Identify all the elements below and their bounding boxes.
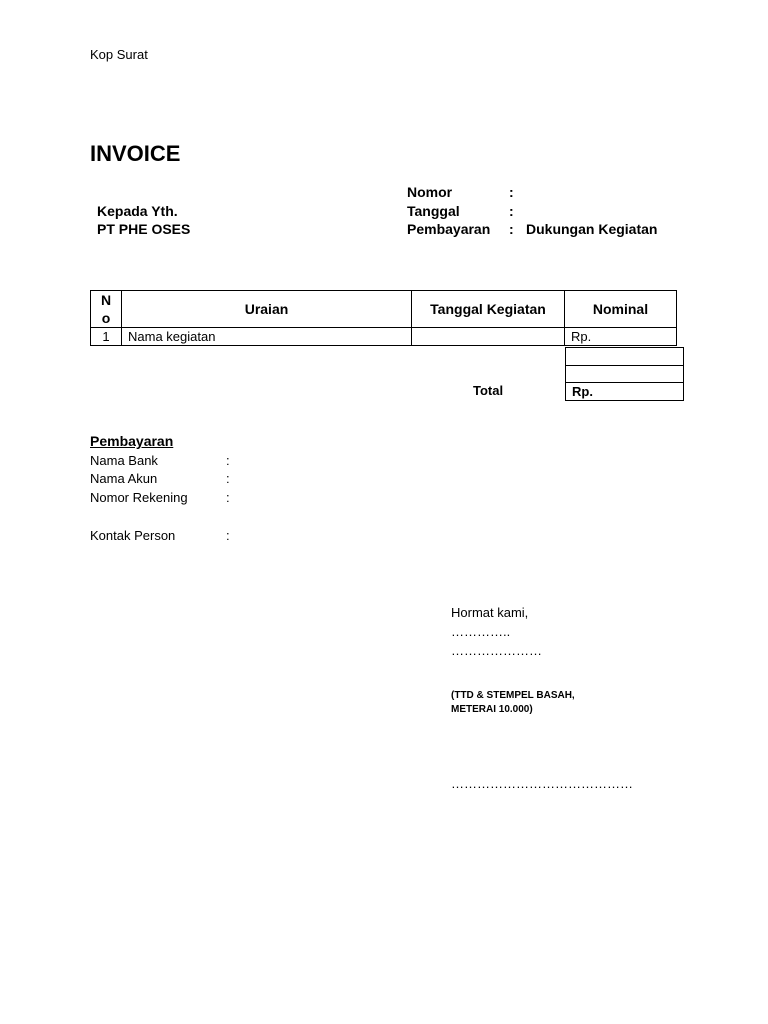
signature-dots-2: ………………… — [451, 643, 542, 658]
nomor-colon: : — [509, 184, 514, 200]
bank-label: Nama Bank — [90, 453, 158, 468]
items-table — [90, 290, 677, 346]
page-title: INVOICE — [90, 141, 181, 166]
akun-colon: : — [226, 471, 230, 486]
signature-note-line1: (TTD & STEMPEL BASAH, — [451, 690, 575, 701]
column-header-uraian: Uraian — [122, 291, 412, 328]
recipient-name: PT PHE OSES — [97, 221, 191, 237]
total-label: Total — [473, 383, 504, 398]
closing-text: Hormat kami, — [451, 605, 529, 620]
kontak-colon: : — [226, 528, 230, 543]
payment-heading: Pembayaran — [90, 433, 174, 449]
rekening-colon: : — [226, 490, 230, 505]
bank-colon: : — [226, 453, 230, 468]
pembayaran-colon: : — [509, 221, 514, 237]
pembayaran-value: Dukungan Kegiatan — [526, 221, 658, 237]
column-header-nominal: Nominal — [565, 291, 677, 328]
table-row — [91, 328, 677, 346]
total-value-box — [565, 383, 684, 401]
signature-line: …………………………………… — [451, 776, 633, 791]
row-nominal: Rp. — [565, 328, 677, 346]
column-header-tanggal: Tanggal Kegiatan — [412, 291, 565, 328]
nominal-empty-box-1 — [565, 347, 684, 366]
nomor-label: Nomor — [407, 184, 453, 200]
row-uraian: Nama kegiatan — [122, 328, 412, 346]
column-header-no — [91, 291, 122, 328]
signature-dots-1: ………….. — [451, 624, 511, 639]
row-no: 1 — [91, 328, 122, 346]
total-value: Rp. — [572, 384, 593, 399]
tanggal-label: Tanggal — [407, 203, 460, 219]
signature-note-line2: METERAI 10.000) — [451, 704, 533, 715]
no-header-line2: o — [101, 310, 111, 326]
rekening-label: Nomor Rekening — [90, 490, 188, 505]
table-header-row — [91, 291, 677, 328]
kontak-label: Kontak Person — [90, 528, 176, 543]
akun-label: Nama Akun — [90, 471, 158, 486]
row-tanggal — [412, 328, 565, 346]
tanggal-colon: : — [509, 203, 514, 219]
no-header-line1: N — [100, 292, 112, 308]
nominal-empty-box-2 — [565, 365, 684, 383]
pembayaran-label: Pembayaran — [407, 221, 491, 237]
recipient-greeting: Kepada Yth. — [97, 203, 178, 219]
letterhead-placeholder: Kop Surat — [90, 47, 148, 62]
